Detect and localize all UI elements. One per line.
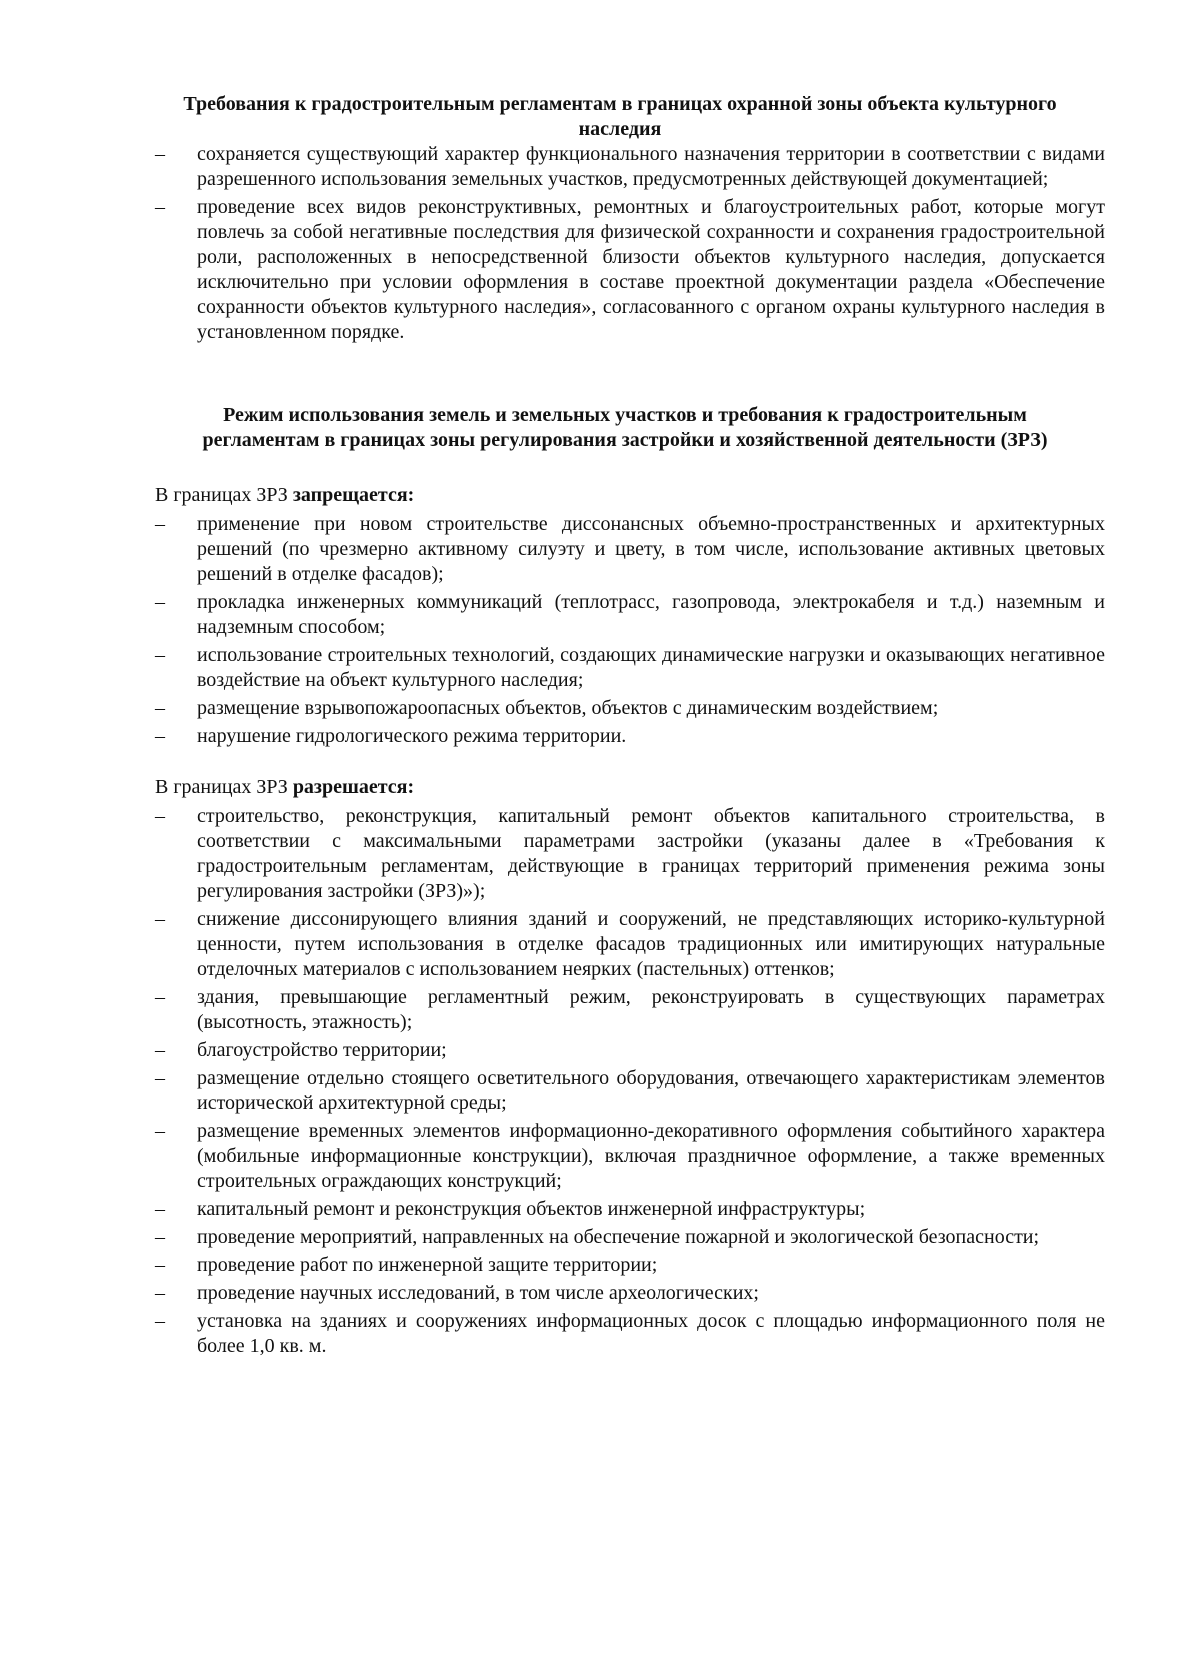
- section-2-title: Режим использования земель и земельных участков и требования к градостроительным регламентам в границах зоны регулирования застройки и хозяйственной деятельности (ЗРЗ): [202, 404, 1048, 451]
- list-item: – строительство, реконструкция, капитальный ремонт объектов капитального строительства, в соответствии с максимальными параметрами застройки (указаны далее в «Требования к градостроительным регламентам, действующие в границах территорий применения режима зоны регулирования застройки (ЗРЗ)»);: [155, 804, 1105, 904]
- lead-text: В границах ЗРЗ: [155, 776, 293, 798]
- section-1-list: [155, 142, 1105, 345]
- list-item: – применение при новом строительстве диссонансных объемно-пространственных и архитектурных решений (по чрезмерно активному силуэту и цвету, в том числе, использование активных цветовых решений в отделке фасадов);: [155, 512, 1105, 587]
- allowed-list: [155, 804, 1105, 1359]
- list-item: – проведение мероприятий, направленных на обеспечение пожарной и экологической безопасности;: [155, 1225, 1105, 1250]
- list-item: – установка на зданиях и сооружениях информационных досок с площадью информационного поля не более 1,0 кв. м.: [155, 1309, 1105, 1359]
- lead-bold-text: разрешается:: [292, 776, 415, 798]
- list-item: – проведение всех видов реконструктивных, ремонтных и благоустроительных работ, которые могут повлечь за собой негативные последствия для физической сохранности и сохранения градостроительной роли, расположенных в непосредственной близости объектов культурного наследия, допускается исключительно при условии оформления в составе проектной документации раздела «Обеспечение сохранности объектов культурного наследия», согласованного с органом охраны культурного наследия в установленном порядке.: [155, 195, 1105, 345]
- prohibited-lead: [155, 483, 1105, 508]
- list-item: – размещение временных элементов информационно-декоративного оформления событийного характера (мобильные информационные конструкции), включая праздничное оформление, а также временных строительных ограждающих конструкций;: [155, 1119, 1105, 1194]
- list-item: – использование строительных технологий, создающих динамические нагрузки и оказывающих негативное воздействие на объект культурного наследия;: [155, 643, 1105, 693]
- lead-bold-text: запрещается:: [292, 484, 415, 506]
- section-1-title: Требования к градостроительным регламентам в границах охранной зоны объекта культурного наследия: [183, 93, 1057, 140]
- list-item: – благоустройство территории;: [155, 1038, 1105, 1063]
- list-item: – здания, превышающие регламентный режим, реконструировать в существующих параметрах (высотность, этажность);: [155, 985, 1105, 1035]
- list-item: – нарушение гидрологического режима территории.: [155, 724, 1105, 749]
- prohibited-list: [155, 512, 1105, 749]
- list-item: – сохраняется существующий характер функционального назначения территории в соответствии с видами разрешенного использования земельных участков, предусмотренных действующей документацией;: [155, 142, 1105, 192]
- list-item: – размещение взрывопожароопасных объектов, объектов с динамическим воздействием;: [155, 696, 1105, 721]
- list-item: – проведение научных исследований, в том числе археологических;: [155, 1281, 1105, 1306]
- allowed-lead: [155, 775, 1105, 800]
- list-item: – капитальный ремонт и реконструкция объектов инженерной инфраструктуры;: [155, 1197, 1105, 1222]
- list-item: – размещение отдельно стоящего осветительного оборудования, отвечающего характеристикам элементов исторической архитектурной среды;: [155, 1066, 1105, 1116]
- list-item: – прокладка инженерных коммуникаций (теплотрасс, газопровода, электрокабеля и т.д.) наземным и надземным способом;: [155, 590, 1105, 640]
- list-item: – снижение диссонирующего влияния зданий и сооружений, не представляющих историко-культурной ценности, путем использования в отделке фасадов традиционных или имитирующих натуральные отделочных материалов с использованием неярких (пастельных) оттенков;: [155, 907, 1105, 982]
- lead-text: В границах ЗРЗ: [155, 484, 293, 506]
- list-item: – проведение работ по инженерной защите территории;: [155, 1253, 1105, 1278]
